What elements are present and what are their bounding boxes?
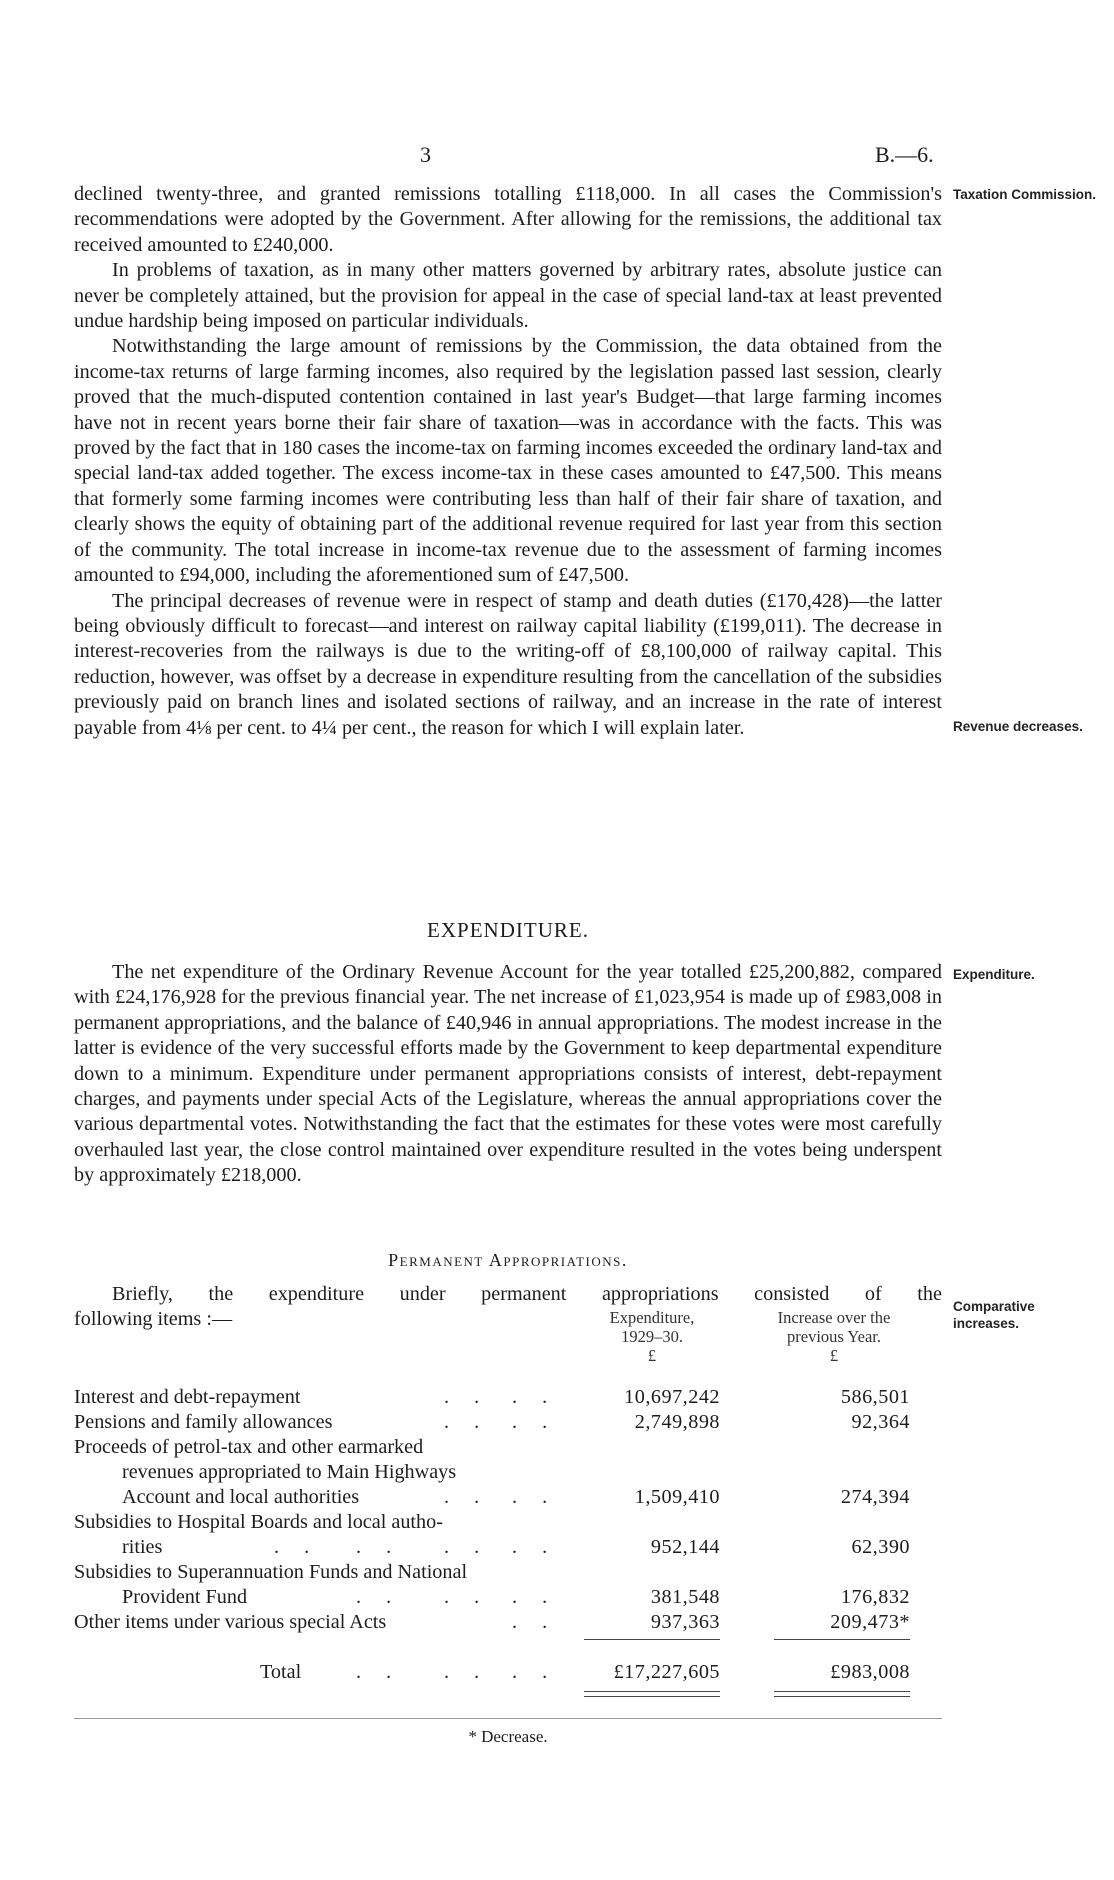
leader-dots: . .: [444, 1386, 490, 1408]
row-label: Subsidies to Hospital Boards and local autho-: [74, 1511, 443, 1533]
total-increase: £983,008: [830, 1661, 910, 1683]
expenditure-value: 10,697,242: [624, 1386, 720, 1408]
leader-dots: . .: [444, 1411, 490, 1433]
leader-dots: . .: [512, 1386, 558, 1408]
row-label-continued: revenues appropriated to Main Highways: [122, 1461, 457, 1483]
leader-dots: . .: [512, 1586, 558, 1608]
leader-dots: . .: [444, 1536, 490, 1558]
row-label-continued: Provident Fund: [122, 1586, 248, 1608]
expenditure-value: 952,144: [650, 1536, 720, 1558]
leader-dots: . .: [512, 1611, 558, 1633]
subtotal-rule: [774, 1639, 910, 1640]
increase-value: 92,364: [851, 1411, 910, 1433]
leader-dots: . .: [512, 1486, 558, 1508]
paragraph: The net expenditure of the Ordinary Revenue Account for the year totalled £25,200,882, compared with £24,176,928 for the previous financial year. The net increase of £1,023,954 is made up of £983,008 in permanent appropriations, and the balance of £40,946 in annual appropriations. The modest increase in the latter is evidence of the very successful efforts made by the Government to keep departmental expenditure down to a minimum. Expenditure under permanent appropriations consists of interest, debt-repayment charges, and payments under special Acts of the Legislature, whereas the annual appropriations cover the various departmental votes. Notwithstanding the fact that the estimates for these votes were most carefully overhauled last year, the close control maintained over expenditure resulted in the votes being underspent by approximately £218,000.: [74, 961, 942, 1187]
increase-value: 209,473*: [830, 1611, 910, 1633]
row-label: Interest and debt-repayment: [74, 1386, 301, 1408]
paragraph: The principal decreases of revenue were in respect of stamp and death duties (£170,428)—the latter being obviously difficult to forecast—and interest on railway capital liability (£199,011). The decrease in interest-recoveries from the railways is due to the writing-off of £8,100,000 of railway capital. This reduction, however, was offset by a decrease in expenditure resulting from the cancellation of the subsidies previously paid on branch lines and isolated sections of railway, and an increase in the rate of interest payable from 4⅛ per cent. to 4¼ per cent., the reason for which I will explain later.: [74, 589, 942, 739]
total-label: Total: [260, 1661, 302, 1683]
text-block-taxation: [74, 182, 942, 741]
margin-note-taxation: Taxation Commission.: [953, 187, 1097, 202]
section-heading-expenditure: EXPENDITURE.: [427, 918, 589, 942]
total-double-rule: [584, 1696, 720, 1697]
page-number: 3: [420, 142, 431, 167]
total-expenditure: £17,227,605: [613, 1661, 720, 1683]
leader-dots: . .: [512, 1661, 558, 1683]
increase-value: 274,394: [840, 1486, 910, 1508]
row-label: Proceeds of petrol-tax and other earmarked: [74, 1436, 424, 1458]
leader-dots: . .: [444, 1486, 490, 1508]
section-subheading-permanent: Permanent Appropriations.: [388, 1250, 628, 1270]
footnote-separator: [74, 1718, 942, 1719]
expenditure-value: 1,509,410: [634, 1486, 720, 1508]
row-label: Subsidies to Superannuation Funds and National: [74, 1561, 468, 1583]
row-label-continued: Account and local authorities: [122, 1486, 360, 1508]
increase-value: 62,390: [851, 1536, 910, 1558]
total-double-rule: [774, 1691, 910, 1692]
margin-note-revenue-decreases: Revenue decreases.: [953, 719, 1083, 734]
row-label-continued: rities: [122, 1536, 163, 1558]
leader-dots: . .: [444, 1586, 490, 1608]
row-label: Other items under various special Acts: [74, 1611, 387, 1633]
expenditure-value: 2,749,898: [634, 1411, 720, 1433]
total-double-rule: [774, 1696, 910, 1697]
footnote: * Decrease.: [468, 1727, 548, 1746]
paragraph: declined twenty-three, and granted remissions totalling £118,000. In all cases the Commission's recommendations were adopted by the Government. After allowing for the remissions, the additional tax received amounted to £240,000.: [74, 183, 942, 256]
leader-dots: . .: [356, 1536, 402, 1558]
leader-dots: . .: [356, 1661, 402, 1683]
page-header: [0, 142, 1114, 172]
leader-dots: . .: [444, 1661, 490, 1683]
margin-note-expenditure: Expenditure.: [953, 967, 1035, 982]
paragraph: Notwithstanding the large amount of remissions by the Commission, the data obtained from the income-tax returns of large farming incomes, also required by the legislation passed last session, clearly proved that the much-disputed contention contained in last year's Budget—that large farming incomes have not in recent years borne their fair share of taxation—was in accordance with the facts. This was proved by the fact that in 180 cases the income-tax on farming incomes exceeded the ordinary land-tax and special land-tax added together. The excess income-tax in these cases amounted to £47,500. This means that formerly some farming incomes were contributing less than half of their fair share of taxation, and clearly shows the equity of obtaining part of the additional revenue required for last year from this section of the community. The total increase in income-tax revenue due to the assessment of farming incomes amounted to £94,000, including the aforementioned sum of £47,500.: [74, 335, 942, 587]
table-intro-line1: Briefly, the expenditure under permanent appropriations consisted of the: [112, 1283, 942, 1305]
table-intro-line2: following items :—: [74, 1308, 233, 1330]
expenditure-value: 381,548: [650, 1586, 720, 1608]
subtotal-rule: [584, 1639, 720, 1640]
document-reference: B.—6.: [875, 142, 934, 167]
row-label: Pensions and family allowances: [74, 1411, 333, 1433]
leader-dots: . .: [356, 1586, 402, 1608]
column-header-increase: Increase over the previous Year. £: [777, 1308, 891, 1365]
leader-dots: . .: [512, 1411, 558, 1433]
column-header-expenditure: Expenditure, 1929–30. £: [609, 1308, 695, 1365]
margin-note-comparative: Comparative increases.: [953, 1299, 1035, 1331]
paragraph: In problems of taxation, as in many other matters governed by arbitrary rates, absolute justice can never be completely attained, but the provision for appeal in the case of special land-tax at least prevented undue hardship being imposed on particular individuals.: [74, 259, 942, 333]
total-double-rule: [584, 1691, 720, 1692]
leader-dots: . .: [274, 1536, 320, 1558]
expenditure-value: 937,363: [650, 1611, 720, 1633]
increase-value: 176,832: [840, 1586, 910, 1608]
text-block-expenditure: [74, 960, 942, 1189]
increase-value: 586,501: [840, 1386, 910, 1408]
leader-dots: . .: [512, 1536, 558, 1558]
